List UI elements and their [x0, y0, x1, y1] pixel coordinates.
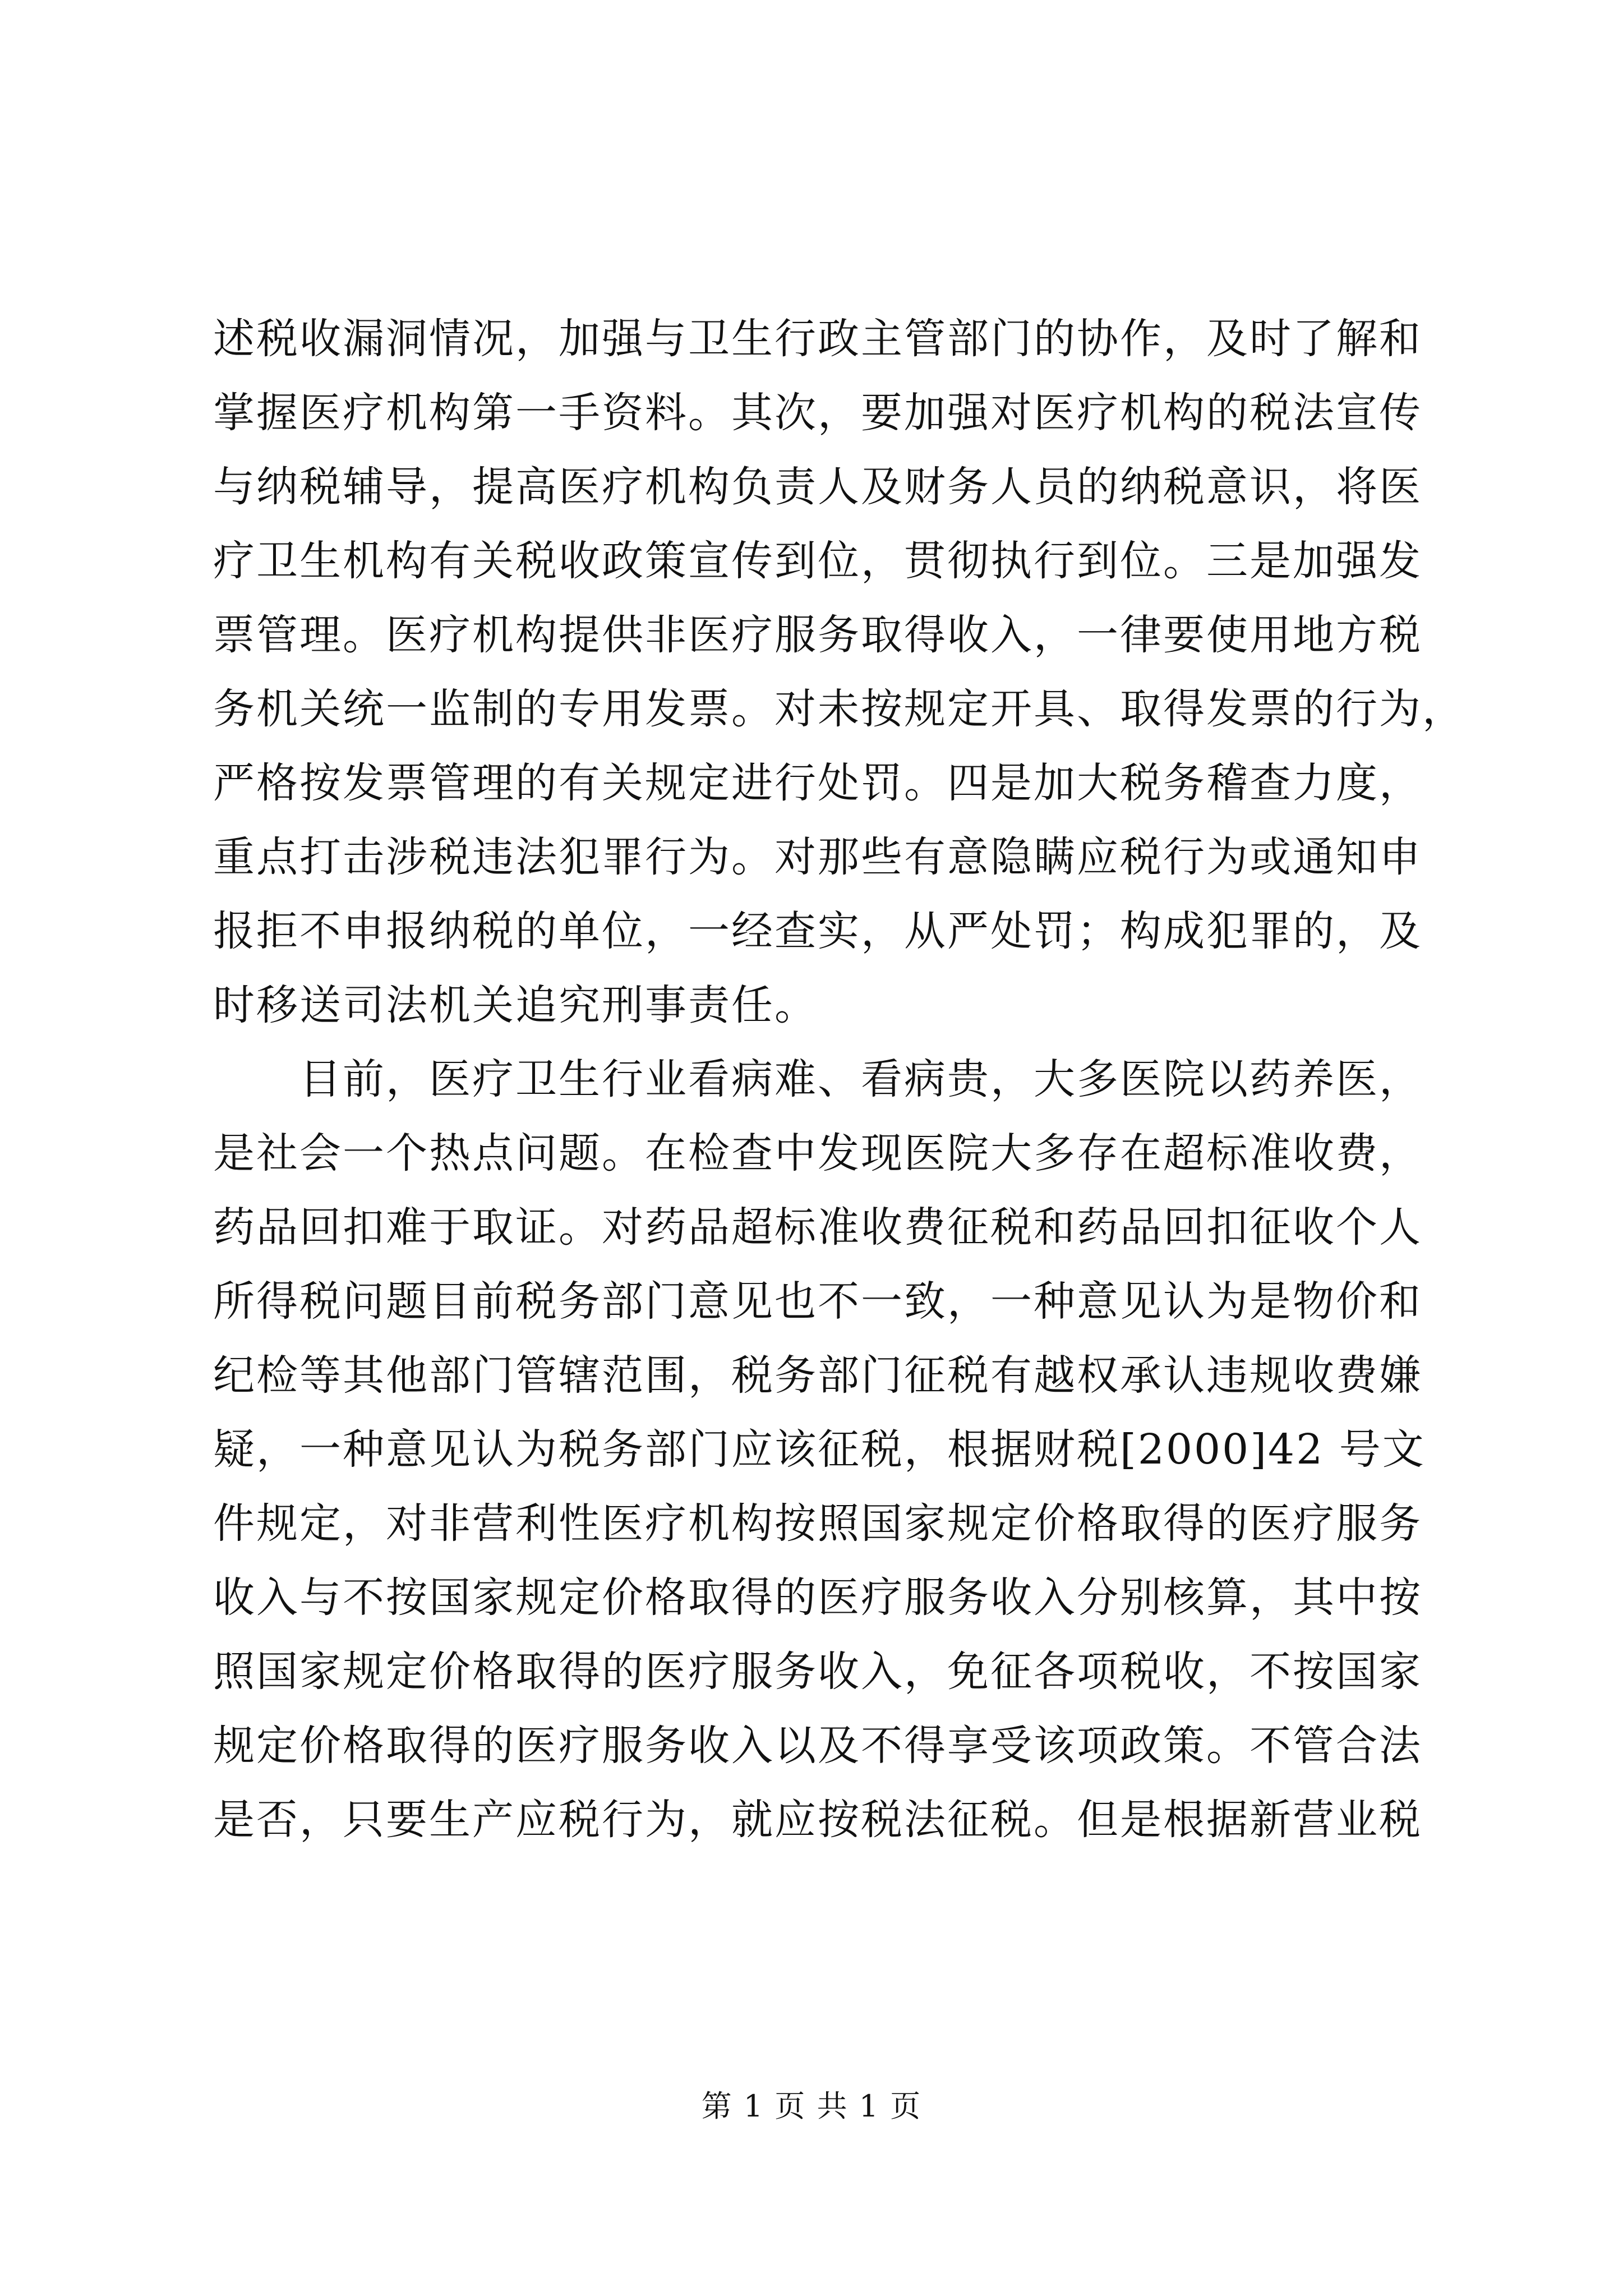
text-line: 掌握医疗机构第一手资料。其次，要加强对医疗机构的税法宣传 [213, 389, 1422, 437]
text-line: 重点打击涉税违法犯罪行为。对那些有意隐瞒应税行为或通知申 [213, 833, 1422, 881]
text-line: 疗卫生机构有关税收政策宣传到位，贯彻执行到位。三是加强发 [213, 537, 1422, 585]
paragraph-2 [213, 1042, 1426, 1857]
text-line: 照国家规定价格取得的医疗服务收入，免征各项税收，不按国家 [213, 1648, 1422, 1696]
text-line: 时移送司法机关追究刑事责任。 [213, 981, 818, 1029]
text-line: 与纳税辅导，提高医疗机构负责人及财务人员的纳税意识，将医 [213, 463, 1422, 511]
text-line: 票管理。医疗机构提供非医疗服务取得收入，一律要使用地方税 [213, 611, 1422, 659]
page-footer [0, 2087, 1623, 2126]
text-line: 是社会一个热点问题。在检查中发现医院大多存在超标准收费， [213, 1129, 1422, 1177]
text-line: 药品回扣难于取证。对药品超标准收费征税和药品回扣征收个人 [213, 1203, 1422, 1251]
text-line: 是否，只要生产应税行为，就应按税法征税。但是根据新营业税 [213, 1796, 1422, 1844]
text-line: 严格按发票管理的有关规定进行处罚。四是加大税务稽查力度， [213, 759, 1422, 807]
text-line: 报拒不申报纳税的单位，一经查实，从严处罚；构成犯罪的，及 [213, 907, 1422, 955]
text-line: 纪检等其他部门管辖范围，税务部门征税有越权承认违规收费嫌 [213, 1351, 1422, 1400]
page-number-label: 第 1 页 共 1 页 [701, 2088, 922, 2124]
text-line: 规定价格取得的医疗服务收入以及不得享受该项政策。不管合法 [213, 1722, 1422, 1770]
text-line: 收入与不按国家规定价格取得的医疗服务收入分别核算，其中按 [213, 1573, 1422, 1622]
text-line: 务机关统一监制的专用发票。对未按规定开具、取得发票的行为， [213, 685, 1465, 733]
text-line: 所得税问题目前税务部门意见也不一致，一种意见认为是物价和 [213, 1277, 1422, 1326]
text-line: 件规定，对非营利性医疗机构按照国家规定价格取得的医疗服务 [213, 1499, 1422, 1548]
paragraph-1 [213, 302, 1465, 1042]
text-line: 述税收漏洞情况，加强与卫生行政主管部门的协作，及时了解和 [213, 315, 1422, 363]
text-line: 目前，医疗卫生行业看病难、看病贵，大多医院以药养医， [299, 1055, 1422, 1103]
document-body [213, 302, 1465, 1857]
text-line: 疑，一种意见认为税务部门应该征税，根据财税[2000]42 号文 [213, 1425, 1426, 1474]
